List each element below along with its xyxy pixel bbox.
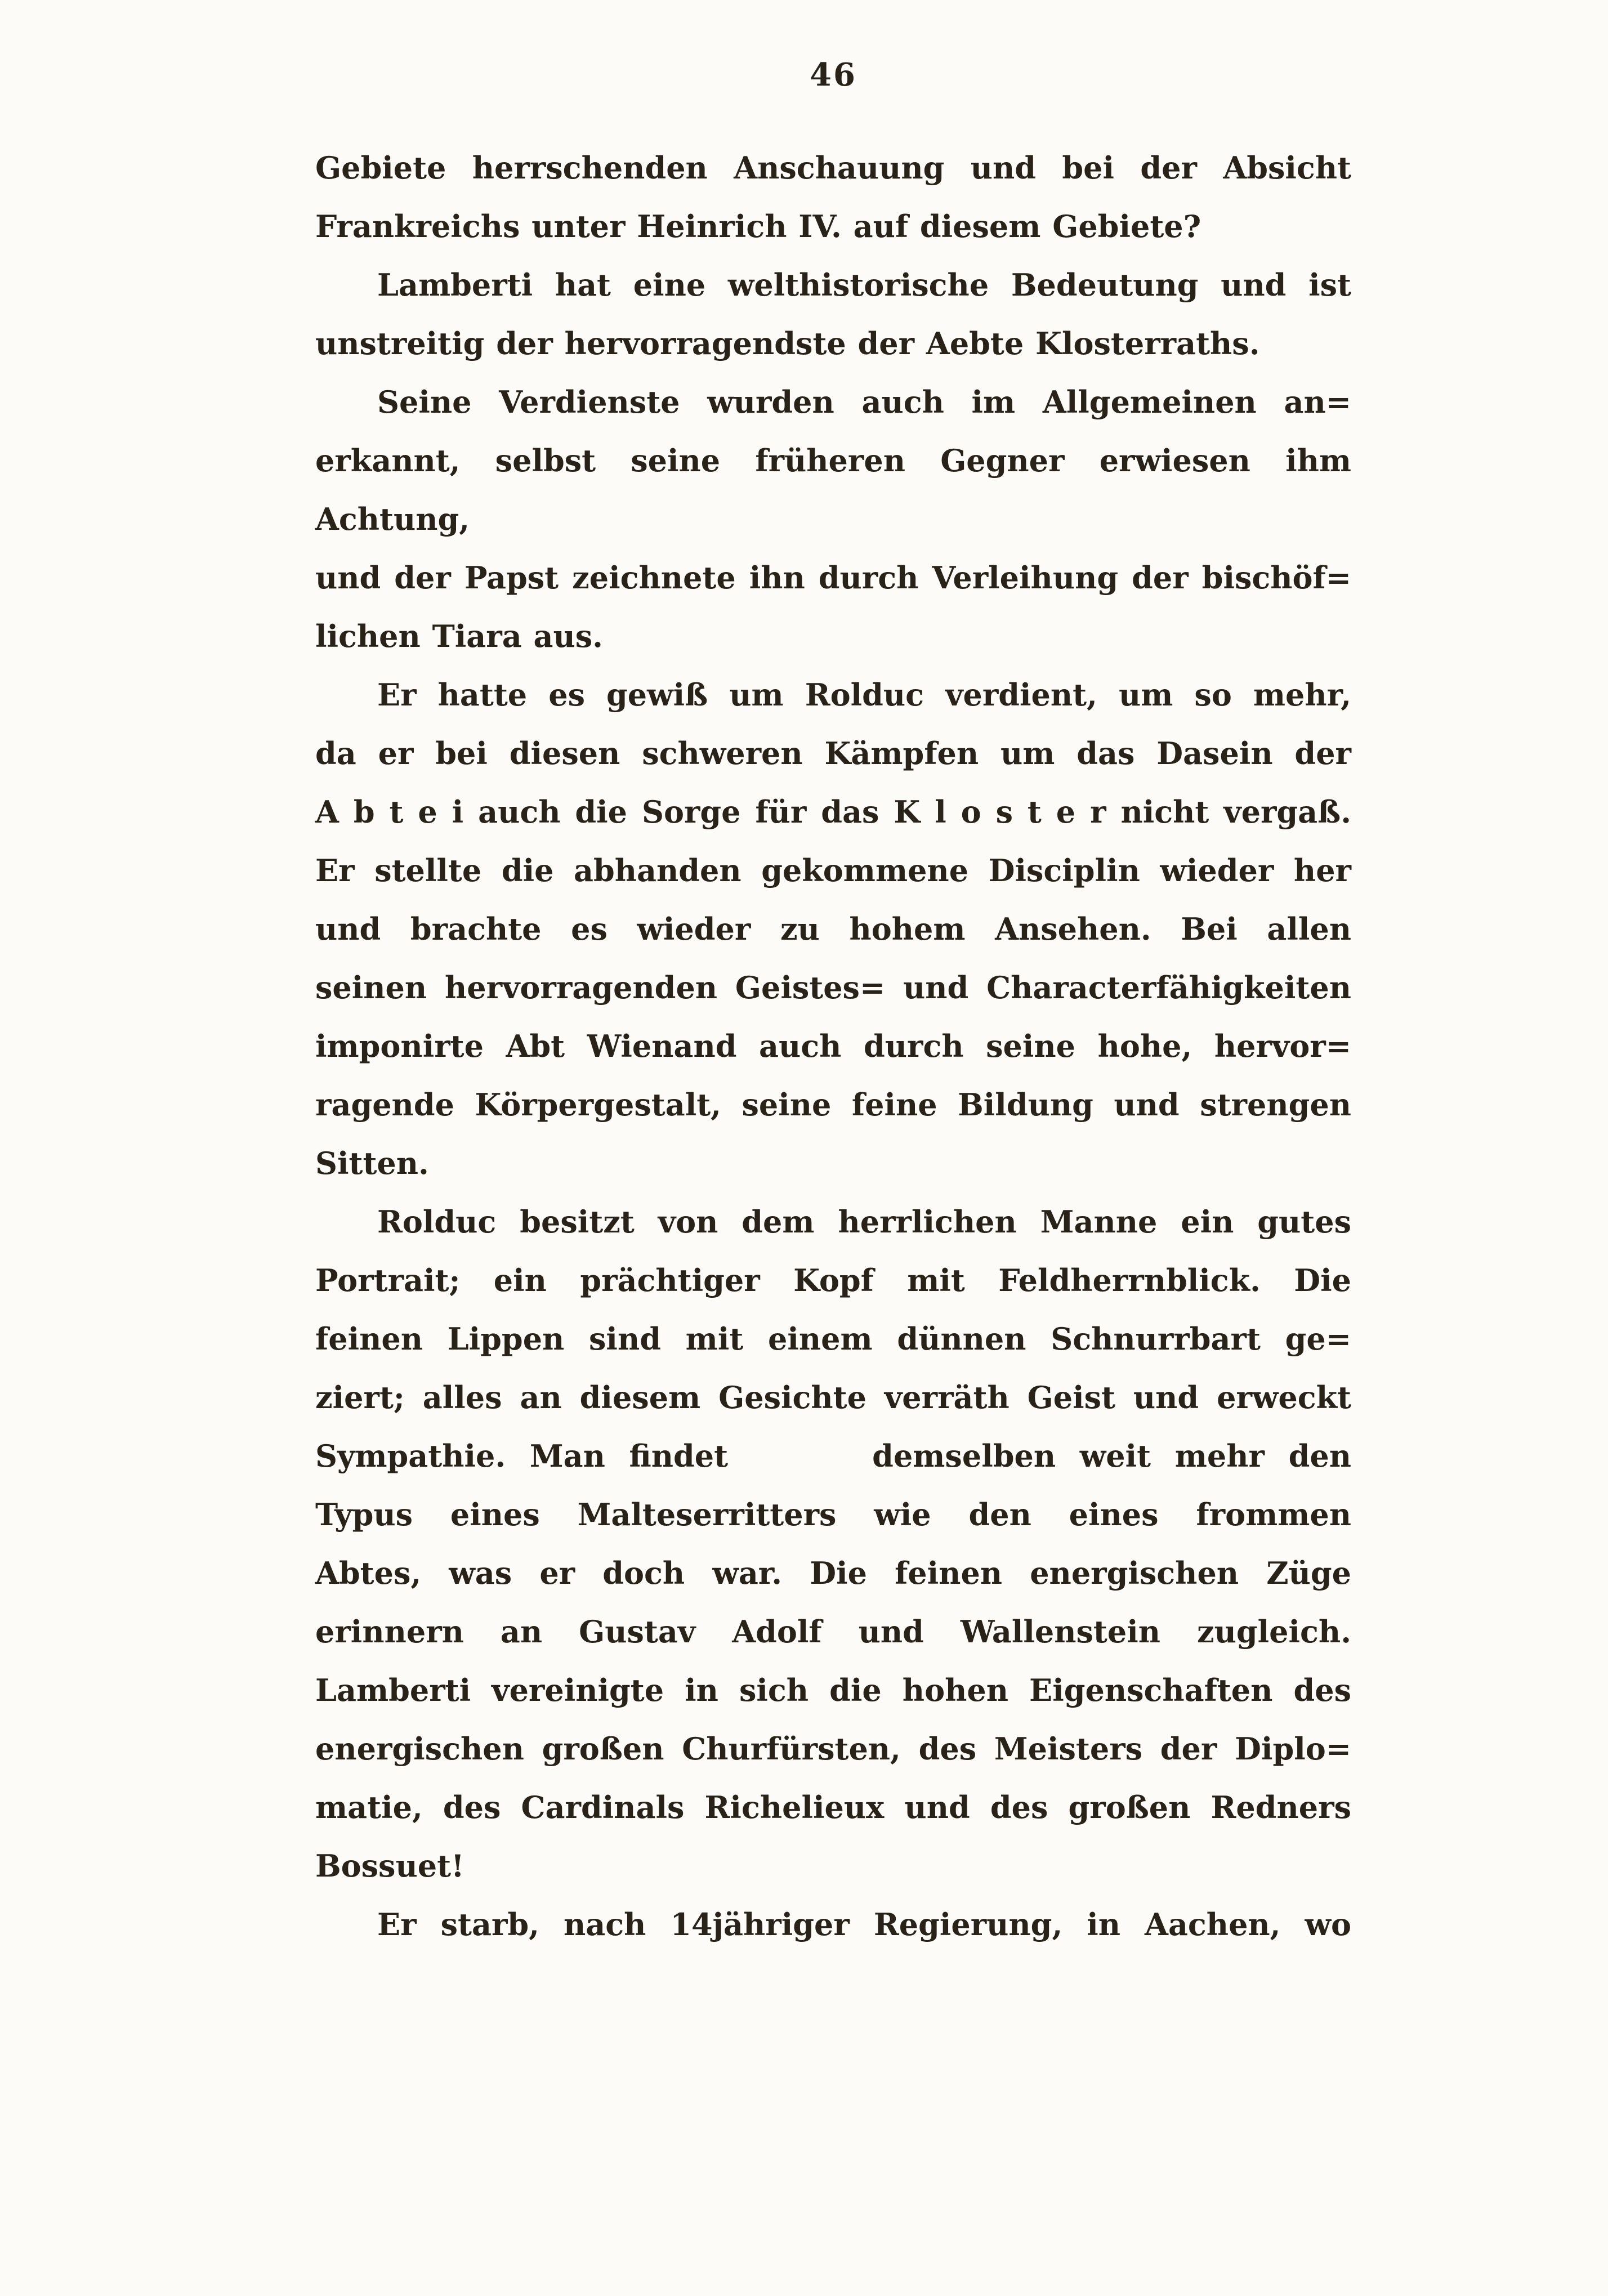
text-line: erinnern an Gustav Adolf und Wallenstein zugleich. <box>315 1614 1351 1650</box>
text-line: Er starb, nach 14jähriger Regierung, in Aachen, wo <box>377 1906 1351 1942</box>
text-line: imponirte Abt Wienand auch durch seine hohe, hervor= <box>315 1028 1351 1064</box>
text-line: Abtes, was er doch war. Die feinen energischen Züge <box>315 1555 1351 1591</box>
text-line: Gebiete herrschenden Anschauung und bei der Absicht <box>315 150 1351 186</box>
paragraph <box>315 1895 1351 1954</box>
text-line: unstreitig der hervorragendste der Aebte Klosterraths. <box>315 325 1260 361</box>
text-line: feinen Lippen sind mit einem dünnen Schnurrbart ge= <box>315 1321 1351 1357</box>
text-line: erkannt, selbst seine früheren Gegner erwiesen ihm Achtung, <box>315 443 1351 537</box>
paragraph <box>315 665 1351 1192</box>
text-line: Portrait; ein prächtiger Kopf mit Feldherrnblick. Die <box>315 1262 1351 1298</box>
text-line: lichen Tiara aus. <box>315 618 603 654</box>
paragraph <box>315 256 1351 373</box>
text-line: und brachte es wieder zu hohem Ansehen. Bei allen <box>315 911 1351 947</box>
text-line: Er stellte die abhanden gekommene Disciplin wieder her <box>315 852 1351 888</box>
paragraph <box>315 373 1351 665</box>
text-line: Sitten. <box>315 1145 429 1181</box>
text-line: matie, des Cardinals Richelieux und des großen Redners <box>315 1789 1351 1825</box>
text-line: seinen hervorragenden Geistes= und Characterfähigkeiten <box>315 970 1351 1006</box>
text-line: Lamberti hat eine welthistorische Bedeutung und ist <box>377 267 1351 303</box>
text-block <box>315 139 1351 1954</box>
paragraph <box>315 139 1351 256</box>
text-line: A b t e i auch die Sorge für das K l o s t e r nicht vergaß. <box>315 794 1351 830</box>
text-line: Lamberti vereinigte in sich die hohen Eigenschaften des <box>315 1672 1351 1708</box>
text-line: Sympathie. Man findet demselben weit mehr den <box>315 1438 1351 1474</box>
text-line: Typus eines Malteserritters wie den eines frommen <box>315 1497 1351 1533</box>
text-line: Er hatte es gewiß um Rolduc verdient, um so mehr, <box>377 677 1351 713</box>
text-line: und der Papst zeichnete ihn durch Verleihung der bischöf= <box>315 560 1351 596</box>
paragraph <box>315 1192 1351 1895</box>
text-line: Bossuet! <box>315 1848 464 1884</box>
text-line: Seine Verdienste wurden auch im Allgemeinen an= <box>377 384 1351 420</box>
page-number: 46 <box>810 56 857 93</box>
text-line: ragende Körpergestalt, seine feine Bildung und strengen <box>315 1087 1351 1123</box>
text-line: da er bei diesen schweren Kämpfen um das Dasein der <box>315 735 1351 771</box>
text-line: Rolduc besitzt von dem herrlichen Manne ein gutes <box>377 1204 1351 1240</box>
text-line: energischen großen Churfürsten, des Meisters der Diplo= <box>315 1731 1351 1767</box>
text-line: ziert; alles an diesem Gesichte verräth Geist und erweckt <box>315 1379 1351 1415</box>
text-line: Frankreichs unter Heinrich IV. auf diesem Gebiete? <box>315 208 1201 244</box>
